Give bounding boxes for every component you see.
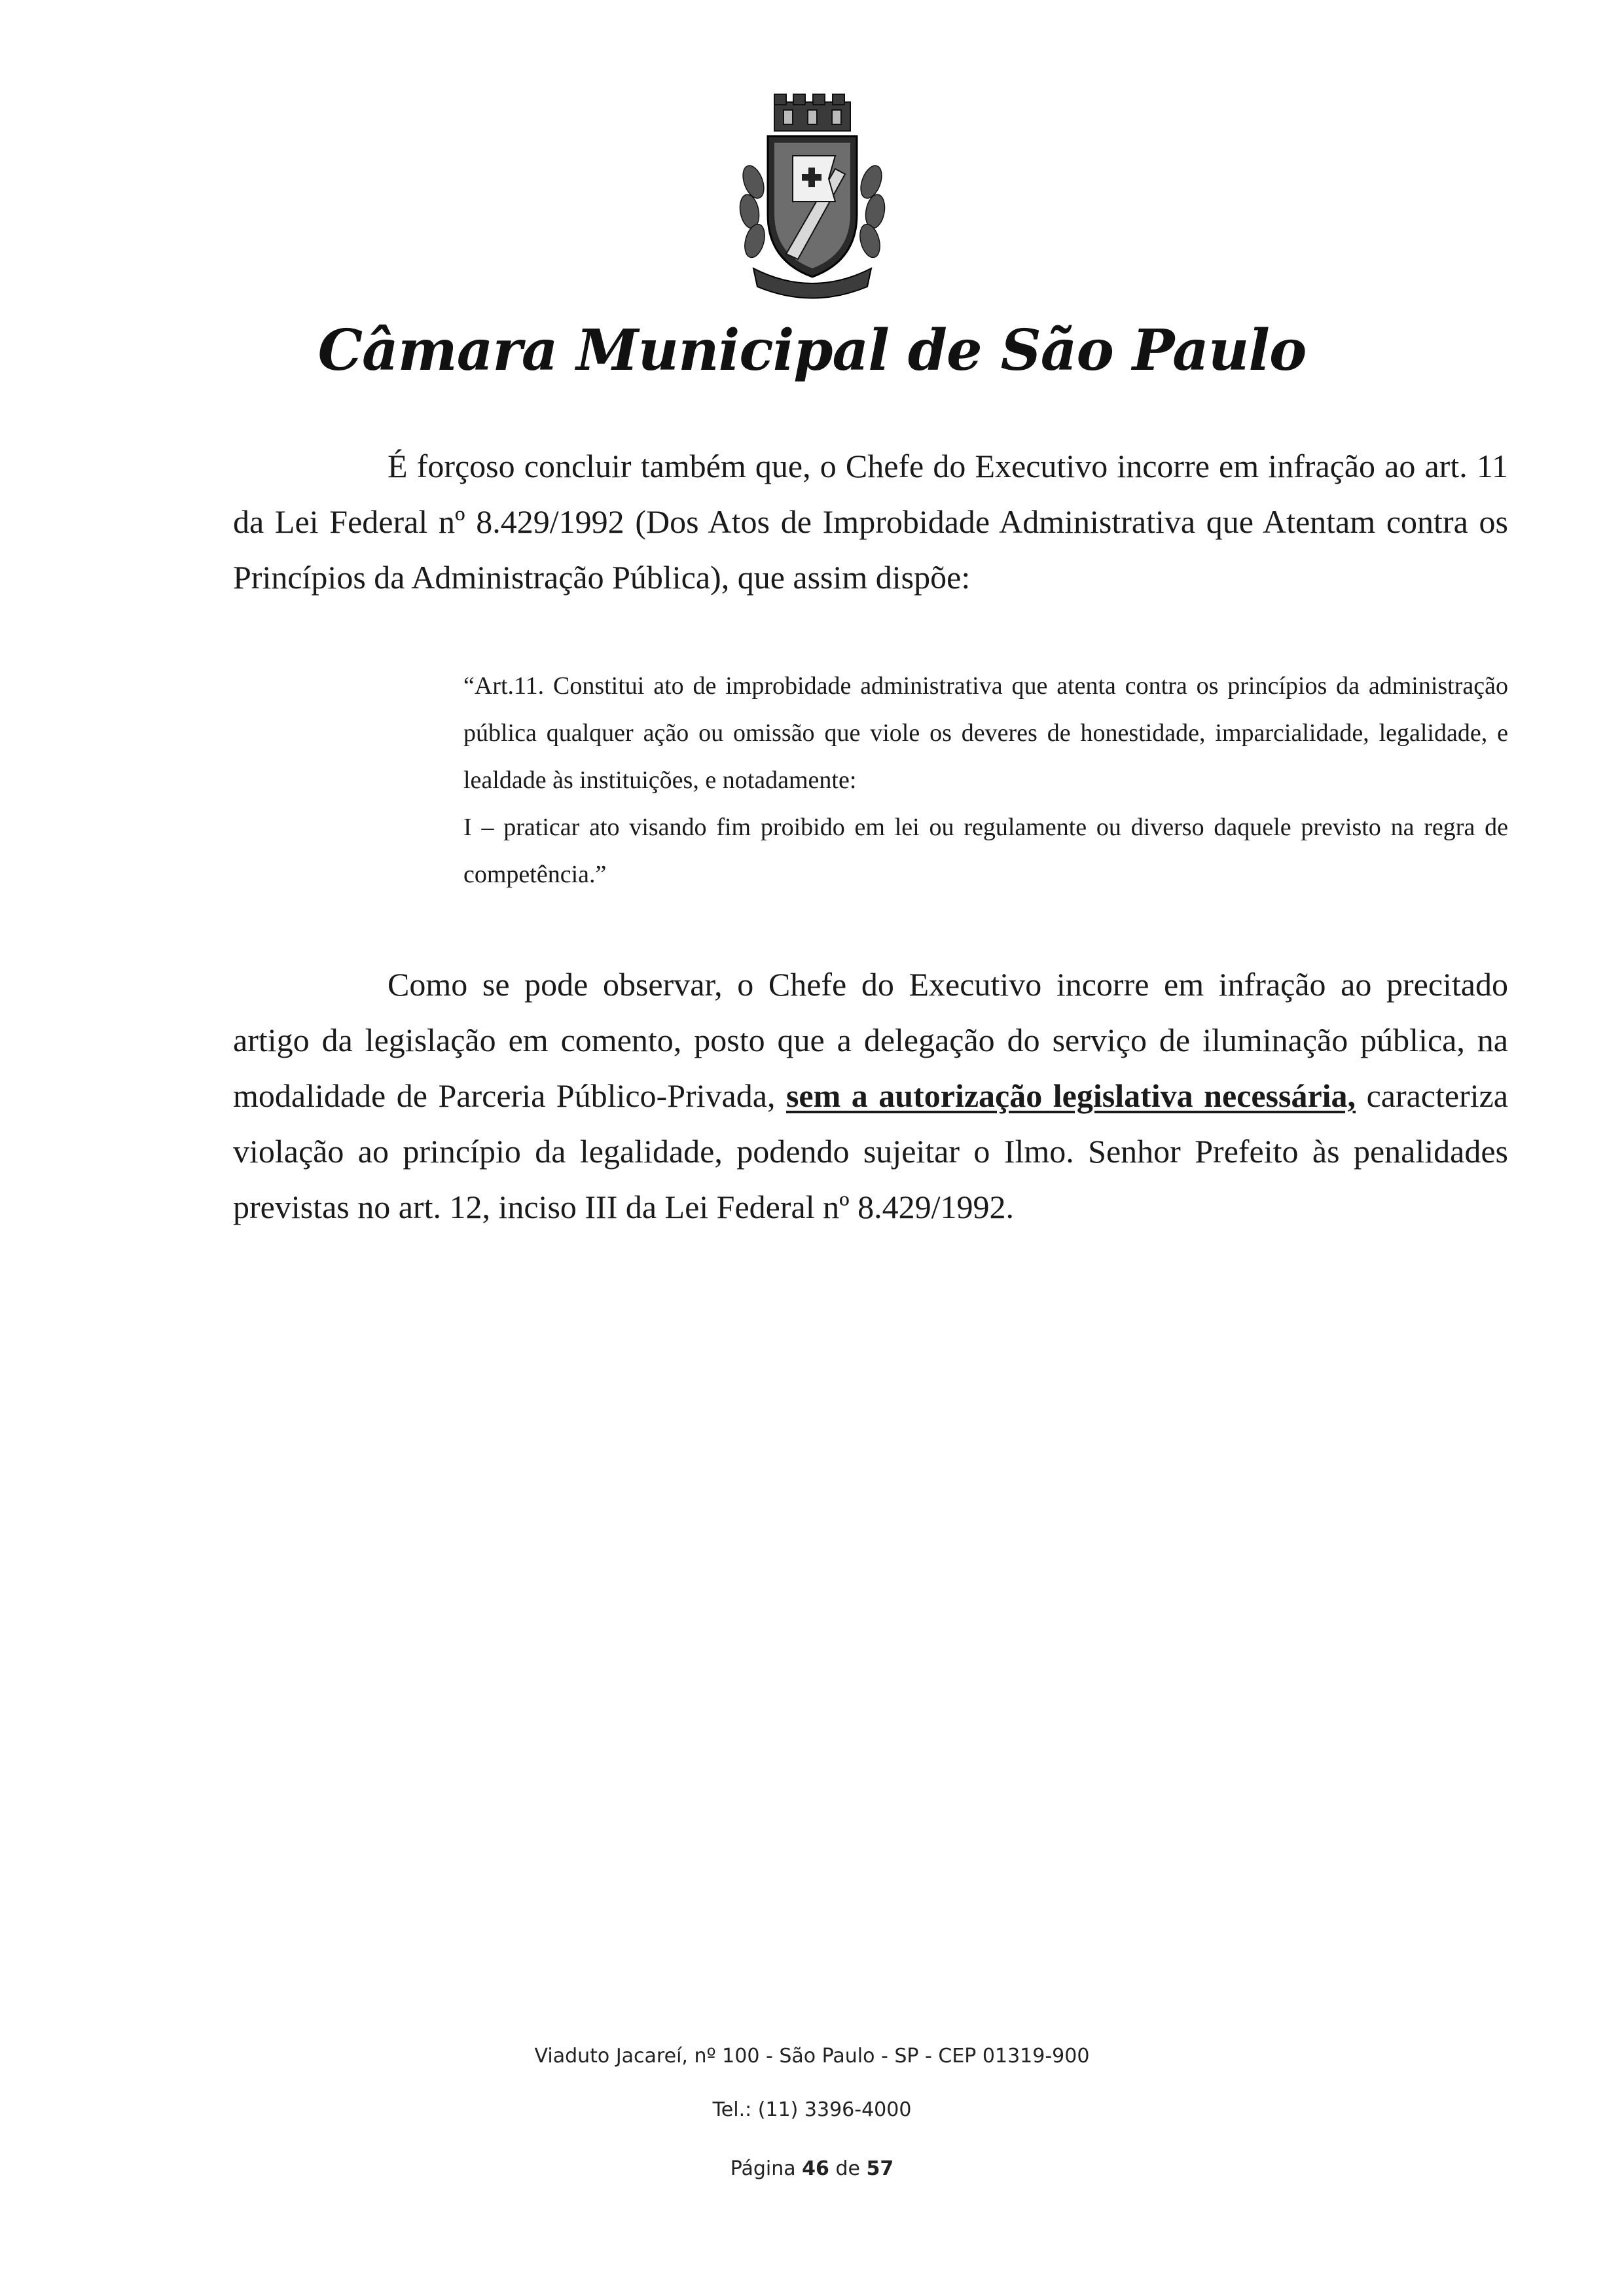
page-of-label: de — [835, 2157, 860, 2180]
page-label: Página — [730, 2157, 796, 2180]
coat-of-arms-icon — [727, 90, 897, 300]
page-total: 57 — [866, 2157, 894, 2180]
emphasized-phrase: sem a autorização legislativa necessária, — [785, 1077, 1356, 1114]
quote-article-caput: “Art.11. Constitui ato de improbidade administrativa que atenta contra os princípios da administração pública qualquer ação ou omissão que viole os deveres de honestidade, imparcialidade, legalidade, e lealdade às instituições, e notadamente: — [463, 672, 1508, 794]
legal-quote — [463, 662, 1508, 898]
paragraph-conclusion-start: Como se pode observar, o Chefe do Executivo incorre em infração ao precitado artigo da legislação em comento, posto que a delegação do serviço de iluminação pública, na modalidade de Parceria Público-Privada, — [233, 966, 1508, 1114]
page-number — [0, 2157, 1624, 2180]
footer-address: Viaduto Jacareí, nº 100 - São Paulo - SP - CEP 01319-900 — [534, 2045, 1090, 2068]
institution-title: Câmara Municipal de São Paulo — [317, 317, 1307, 384]
footer-phone: Tel.: (11) 3396-4000 — [712, 2098, 912, 2121]
paragraph-conclusion — [233, 957, 1508, 1235]
paragraph-intro: É forçoso concluir também que, o Chefe do Executivo incorre em infração ao art. 11 da Lei Federal nº 8.429/1992 (Dos Atos de Improbidade Administrativa que Atentam contra os Princípios da Administração Pública), que assim dispõe: — [233, 448, 1508, 596]
page-current: 46 — [802, 2157, 829, 2180]
quote-article-item: I – praticar ato visando fim proibido em lei ou regulamente ou diverso daquele previsto na regra de competência.” — [463, 814, 1508, 888]
paragraph-conclusion-end: caracteriza violação ao princípio da legalidade, podendo sujeitar o Ilmo. Senhor Prefeito às penalidades previstas no art. 12, inciso III da Lei Federal nº 8.429/1992. — [233, 1077, 1508, 1225]
